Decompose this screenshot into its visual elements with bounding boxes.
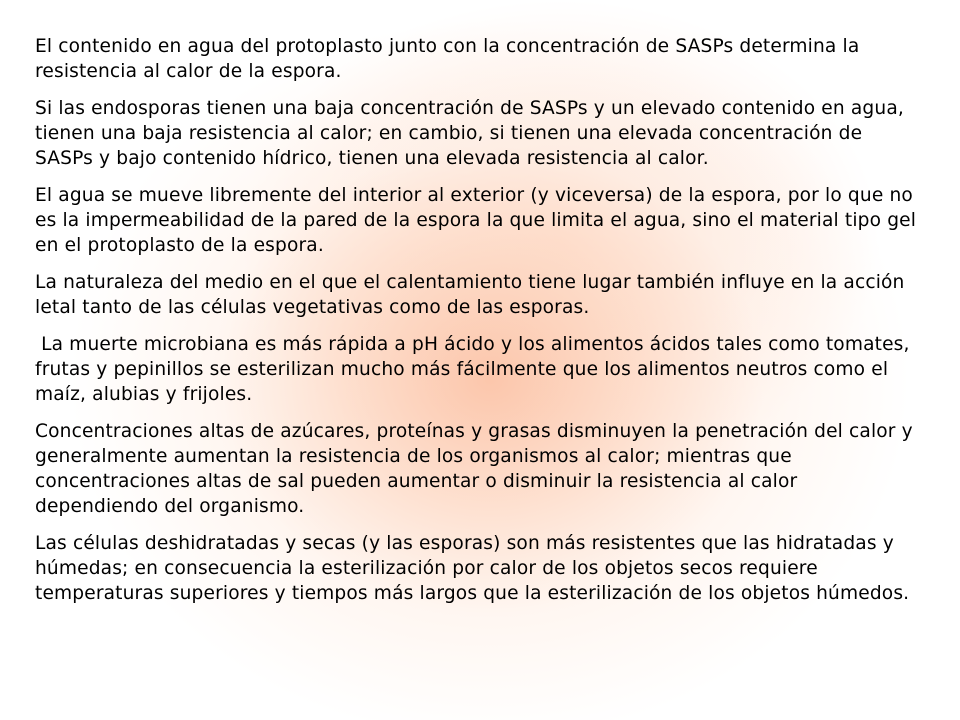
paragraph-acid-ph: La muerte microbiana es más rápida a pH ácido y los alimentos ácidos tales como tomates, frutas y pepinillos se esterilizan mucho más fácilmente que los alimentos neutros como el maíz, alubias y frijoles. bbox=[35, 334, 916, 405]
paragraph-water-movement: El agua se mueve libremente del interior al exterior (y viceversa) de la espora, por lo que no es la impermeabilidad de la pared de la espora la que limita el agua, sino el material tipo gel en el protoplasto de la espora. bbox=[35, 185, 923, 256]
paragraph-medium-nature: La naturaleza del medio en el que el calentamiento tiene lugar también influye en la acción letal tanto de las células vegetativas como de las esporas. bbox=[35, 272, 911, 318]
paragraph-sugar-protein-fat: Concentraciones altas de azúcares, proteínas y grasas disminuyen la penetración del calor y generalmente aumentan la resistencia de los organismos al calor; mientras que concentraciones altas de sal pueden aumentar o disminuir la resistencia al calor dependiendo del organismo. bbox=[35, 421, 919, 517]
slide-text-body bbox=[35, 34, 925, 618]
paragraph-water-content: El contenido en agua del protoplasto junto con la concentración de SASPs determina la resistencia al calor de la espora. bbox=[35, 36, 866, 82]
paragraph-sasps-resistance: Si las endosporas tienen una baja concentración de SASPs y un elevado contenido en agua, tienen una baja resistencia al calor; en cambio, si tienen una elevada concentración de SASPs y bajo contenido hídrico, tienen una elevada resistencia al calor. bbox=[35, 98, 910, 169]
paragraph-dry-cells: Las células deshidratadas y secas (y las esporas) son más resistentes que las hidratadas y húmedas; en consecuencia la esterilización por calor de los objetos secos requiere temperaturas superiores y tiempos más largos que la esterilización de los objetos húmedos. bbox=[35, 533, 910, 604]
